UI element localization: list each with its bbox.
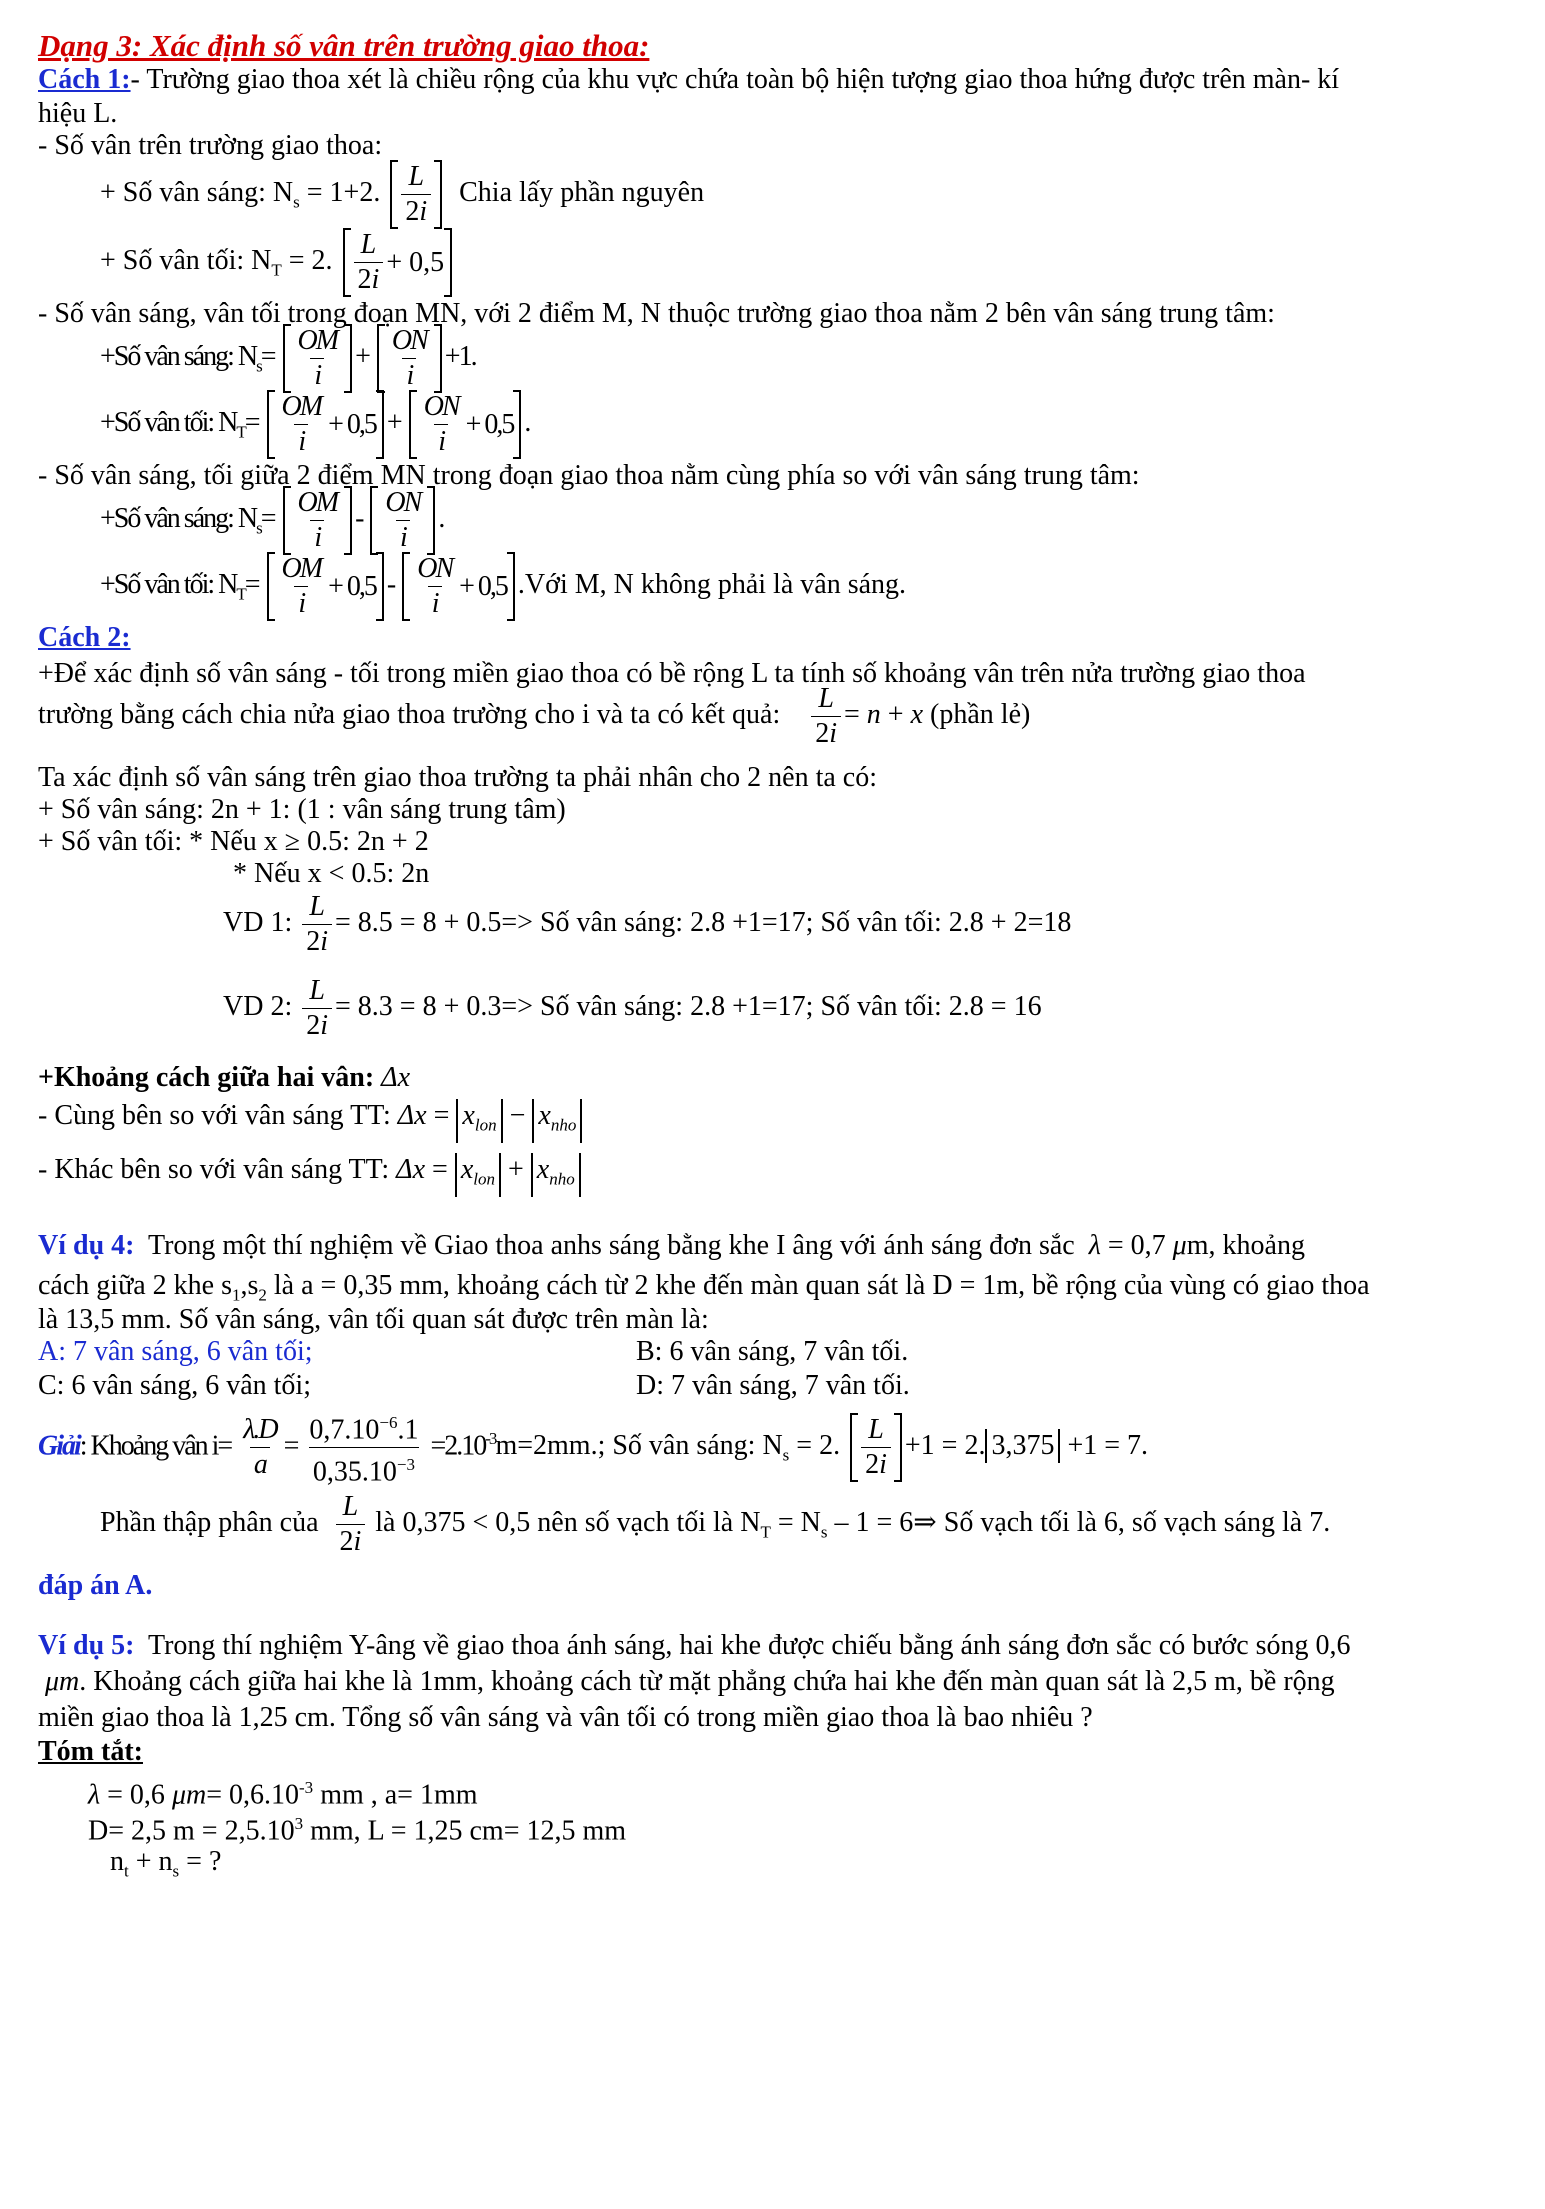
cach1-sub3: - Số vân sáng, tối giữa 2 điểm MN trong đoạn giao thoa nằm cùng phía so với vân sáng trung tâm: — [38, 460, 1140, 491]
vd5-t1: λ = 0,6 $\mu m= 0,6.10^{-3}$ mm , a= 1mm — [88, 1778, 478, 1811]
cach1-intro: Cách 1:- Trường giao thoa xét là chiều rộng của khu vực chứa toàn bộ hiện tượng giao thoa hứng được trên màn- kí — [38, 64, 1340, 95]
vd4-option-d: D: 7 vân sáng, 7 vân tối. — [636, 1370, 910, 1401]
cach2-p4: + Số vân sáng: 2n + 1: (1 : vân sáng trung tâm) — [38, 794, 566, 825]
vd5-q1: Ví dụ 5: Trong thí nghiệm Y-âng về giao thoa ánh sáng, hai khe được chiếu bằng ánh sáng đơn sắc có bước sóng 0,6 — [38, 1630, 1351, 1661]
vd2: VD 2: $\frac{L}{2i}$ = 8.3 = 8 + 0.3=> Số vân sáng: 2.8 +1=17; Số vân tối: 2.8 = 16 — [223, 975, 1042, 1041]
cach1-label: Cách 1: — [38, 64, 131, 95]
cach2-p6: * Nếu x < 0.5: 2n — [233, 858, 430, 889]
cach2-p2: trường bằng cách chia nửa giao thoa trường cho i và ta có kết quả: $\frac{L}{2i}$ = n + x (phần lẻ) — [38, 683, 1031, 749]
vd5-t2: D= 2,5 $m = 2,5.10^3$ mm, L = 1,25 cm= 12,5 mm — [88, 1814, 627, 1847]
cach2-p5: + Số vân tối: * Nếu x ≥ 0.5: 2n + 2 — [38, 826, 429, 857]
kc2: - Khác bên so với vân sáng TT: $\Delta x = x_{lon} + x_{nho}$ — [38, 1152, 581, 1197]
cach1-intro2: hiệu L. — [38, 98, 118, 129]
vd4-option-a: A: 7 vân sáng, 6 vân tối; — [38, 1336, 313, 1367]
vd4-q1: Ví dụ 4: Trong một thí nghiệm về Giao thoa anhs sáng bằng khe I âng với ánh sáng đơn sắc λ = 0,7 μm, khoảng — [38, 1230, 1305, 1261]
formula-sang: + Số vân sáng: $N_s = 1+2$. $\frac{L}{2i}$ Chia lấy phần nguyên — [100, 161, 705, 227]
vd5-q2: μm. Khoảng cách giữa hai khe là 1mm, khoảng cách từ mặt phẳng chứa hai khe đến màn quan sát là 2,5 m, bề rộng — [45, 1666, 1335, 1697]
formula-sang-mn: +Số vân sáng: $N_s=$ $\frac{OM}{i}$ + $\frac{ON}{i}$ +1. — [100, 325, 476, 391]
vd4-option-c: C: 6 vân sáng, 6 vân tối; — [38, 1370, 311, 1401]
cach2-p1: +Để xác định số vân sáng - tối trong miền giao thoa có bề rộng L ta tính số khoảng vân trên nửa trường giao thoa — [38, 658, 1306, 689]
formula-toi-same: +Số vân tối: $N_T=$ $\frac{OM}{i}$ + 0,5 - $\frac{ON}{i}$ + 0,5 .Với M, N không phải là vân sáng. — [100, 553, 907, 619]
cach2-p3: Ta xác định số vân sáng trên giao thoa trường ta phải nhân cho 2 nên ta có: — [38, 762, 878, 793]
cach2-label: Cách 2: — [38, 622, 131, 653]
vd5-q3: miền giao thoa là 1,25 cm. Tổng số vân sáng và vân tối có trong miền giao thoa là bao nhiêu ? — [38, 1702, 1093, 1733]
kc-title: +Khoảng cách giữa hai vân: Δx — [38, 1062, 411, 1093]
kc1: - Cùng bên so với vân sáng TT: $\Delta x = x_{lon} - x_{nho}$ — [38, 1098, 582, 1143]
vd4-option-b: B: 6 vân sáng, 7 vân tối. — [636, 1336, 909, 1367]
section-title: Dạng 3: Xác định số vân trên trường giao thoa: — [38, 28, 650, 63]
vd4-answer: đáp án A. — [38, 1570, 153, 1601]
vd4-q2: cách giữa 2 khe $s_1,s_2$ là a = 0,35 mm, khoảng cách từ 2 khe đến màn quan sát là D = 1m, bề rộng của vùng có giao thoa — [38, 1270, 1370, 1305]
formula-toi-mn: +Số vân tối: $N_T=$ $\frac{OM}{i}$ + 0,5 + $\frac{ON}{i}$ + 0,5 . — [100, 391, 530, 457]
vd5-tomtat: Tóm tắt: — [38, 1736, 143, 1767]
formula-toi: + Số vân tối: $N_T = 2$. $\frac{L}{2i}$ + 0,5 — [100, 228, 455, 297]
vd4-q3: là 13,5 mm. Số vân sáng, vân tối quan sát được trên màn là: — [38, 1304, 709, 1335]
vd4-giai: Giải: Khoảng vân i= $\frac{\lambda.D}{a}$ = $\frac{0,7.10^{-6}.1}{0,35.10^{-3}}$ $=2.10^{-3}m=2mm$.; Số vân sáng: $N_s = 2$. $\frac{L}{2i}$ +1 = 2. 3,375 +1 = 7. — [38, 1413, 1149, 1488]
cach1-sub1: - Số vân trên trường giao thoa: — [38, 130, 383, 161]
formula-sang-same: +Số vân sáng: $N_s=$ $\frac{OM}{i}$ - $\frac{ON}{i}$ . — [100, 487, 444, 553]
vd5-t3: $n_t + n_s$ = ? — [110, 1846, 222, 1881]
vd1: VD 1: $\frac{L}{2i}$ = 8.5 = 8 + 0.5=> Số vân sáng: 2.8 +1=17; Số vân tối: 2.8 + 2=18 — [223, 891, 1072, 957]
vd4-ptp: Phần thập phân của $\frac{L}{2i}$ là 0,375 < 0,5 nên số vạch tối là $N_T = N_s - 1$ = 6⇒ Số vạch tối là 6, số vạch sáng là 7. — [100, 1491, 1331, 1557]
cach1-sub2: - Số vân sáng, vân tối trong đoạn MN, với 2 điểm M, N thuộc trường giao thoa nằm 2 bên vân sáng trung tâm: — [38, 298, 1275, 329]
